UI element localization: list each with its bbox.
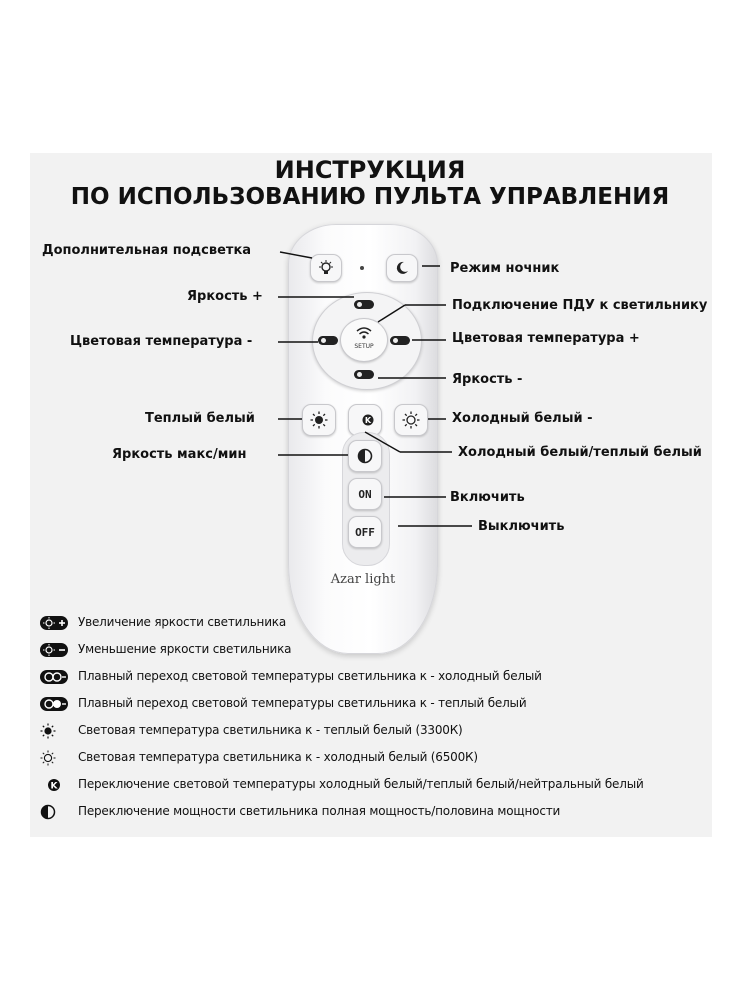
page-title: ИНСТРУКЦИЯ xyxy=(274,156,466,184)
label-color-temp-plus: Цветовая температура + xyxy=(452,331,640,346)
legend-item xyxy=(40,639,700,666)
brand-logo: Azar light xyxy=(330,572,396,587)
warm-sun-icon xyxy=(40,723,70,739)
warm-white-button[interactable] xyxy=(302,404,336,436)
label-color-temp-minus: Цветовая температура - xyxy=(70,334,253,349)
legend-item xyxy=(40,774,700,801)
moon-k-icon xyxy=(355,412,375,428)
indicator-led xyxy=(360,266,364,270)
label-pairing: Подключение ПДУ к светильнику xyxy=(452,298,708,313)
legend-text: Уменьшение яркости светильника xyxy=(78,642,292,656)
half-circle-icon xyxy=(40,804,70,820)
wifi-icon xyxy=(356,326,372,340)
brightness-minus-button[interactable] xyxy=(354,370,374,379)
legend-text: Переключение световой температуры холодный белый/теплый белый/нейтральный белый xyxy=(78,777,644,791)
setup-label: SETUP xyxy=(354,343,374,350)
label-cold-white: Холодный белый - xyxy=(452,411,593,426)
svg-text:K: K xyxy=(364,416,372,425)
label-brightness-minus: Яркость - xyxy=(452,372,523,387)
legend-text: Световая температура светильника к - холодный белый (6500К) xyxy=(78,750,478,764)
color-temp-cold-icon xyxy=(40,669,70,685)
page-subtitle: ПО ИСПОЛЬЗОВАНИЮ ПУЛЬТА УПРАВЛЕНИЯ xyxy=(70,184,670,210)
legend-item xyxy=(40,666,700,693)
brightness-plus-button[interactable] xyxy=(354,300,374,309)
color-temp-minus-button[interactable] xyxy=(318,336,338,345)
legend-text: Плавный переход световой температуры светильника к - теплый белый xyxy=(78,696,527,710)
icon-legend xyxy=(40,612,700,828)
label-cold-warm-toggle: Холодный белый/теплый белый xyxy=(458,445,702,460)
half-circle-icon xyxy=(357,448,373,464)
sun-minus-icon xyxy=(40,642,70,658)
legend-item xyxy=(40,747,700,774)
moon-k-icon xyxy=(40,777,70,793)
warm-sun-icon xyxy=(310,411,328,429)
moon-icon xyxy=(394,260,410,276)
label-brightness-maxmin: Яркость макс/мин xyxy=(112,447,247,462)
label-turn-off: Выключить xyxy=(478,519,565,534)
legend-text: Увеличение яркости светильника xyxy=(78,615,287,629)
label-brightness-plus: Яркость + xyxy=(187,289,263,304)
setup-button[interactable] xyxy=(340,318,388,362)
legend-item xyxy=(40,693,700,720)
legend-item xyxy=(40,612,700,639)
cold-sun-icon xyxy=(402,411,420,429)
cold-sun-icon xyxy=(40,750,70,766)
label-turn-on: Включить xyxy=(450,490,525,505)
extra-light-button[interactable] xyxy=(310,254,342,282)
svg-text:K: K xyxy=(50,781,58,792)
night-mode-button[interactable] xyxy=(386,254,418,282)
legend-text: Переключение мощности светильника полная мощность/половина мощности xyxy=(78,804,561,818)
bulb-icon xyxy=(318,260,334,276)
label-night-mode: Режим ночник xyxy=(450,261,560,276)
on-button[interactable]: ON xyxy=(348,478,382,510)
color-temp-plus-button[interactable] xyxy=(390,336,410,345)
legend-item xyxy=(40,720,700,747)
legend-item xyxy=(40,801,700,828)
off-button[interactable]: OFF xyxy=(348,516,382,548)
color-temp-warm-icon xyxy=(40,696,70,712)
brightness-maxmin-button[interactable] xyxy=(348,440,382,472)
label-warm-white: Теплый белый xyxy=(145,411,255,426)
legend-text: Световая температура светильника к - теплый белый (3300К) xyxy=(78,723,463,737)
sun-plus-icon xyxy=(40,615,70,631)
legend-text: Плавный переход световой температуры светильника к - холодный белый xyxy=(78,669,542,683)
label-extra-light: Дополнительная подсветка xyxy=(42,243,252,258)
cold-white-button[interactable] xyxy=(394,404,428,436)
